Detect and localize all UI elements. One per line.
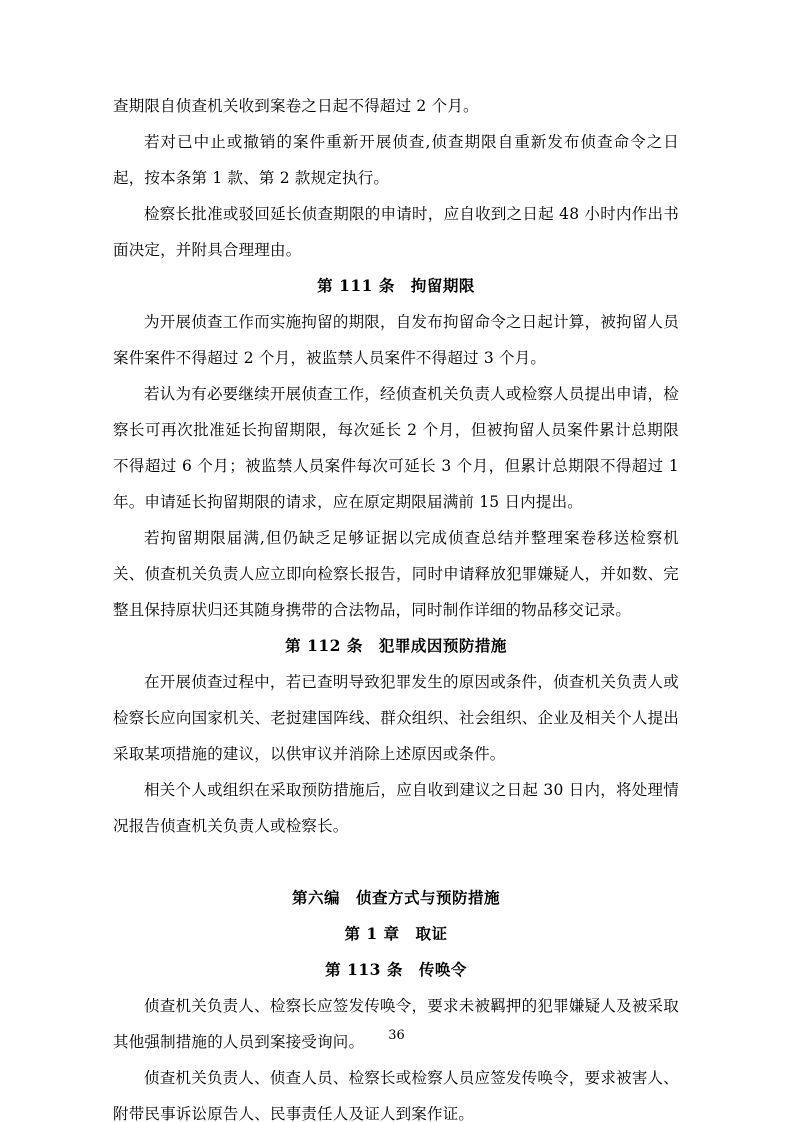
body-paragraph: 检察长批准或驳回延长侦查期限的申请时，应自收到之日起 48 小时内作出书面决定，并附具合理理由。 xyxy=(113,205,679,259)
section-spacer xyxy=(113,844,679,880)
body-paragraph: 为开展侦查工作而实施拘留的期限，自发布拘留命令之日起计算，被拘留人员案件案件不得超过 2 个月，被监禁人员案件不得超过 3 个月。 xyxy=(113,313,679,367)
body-paragraph: 若对已中止或撤销的案件重新开展侦查,侦查期限自重新发布侦查命令之日起，按本条第 1 款、第 2 款规定执行。 xyxy=(113,133,679,187)
part-heading: 第六编 侦查方式与预防措施 xyxy=(291,888,500,907)
section-heading: 第 1 章 取证 xyxy=(344,924,448,943)
body-paragraph: 在开展侦查过程中，若已查明导致犯罪发生的原因或条件，侦查机关负责人或检察长应向国家机关、老挝建国阵线、群众组织、社会组织、企业及相关个人提出采取某项措施的建议，以供审议并消除上述原因或条件。 xyxy=(113,673,679,763)
document-body xyxy=(113,88,679,1122)
body-paragraph: 若认为有必要继续开展侦查工作，经侦查机关负责人或检察人员提出申请，检察长可再次批准延长拘留期限，每次延长 2 个月，但被拘留人员案件累计总期限不得超过 6 个月；被监禁人员案件每次可延长 3 个月，但累计总期限不得超过 1 年。申请延长拘留期限的请求，应在原定期限届满前 15 日内提出。 xyxy=(113,385,679,511)
body-paragraph: 查期限自侦查机关收到案卷之日起不得超过 2 个月。 xyxy=(113,97,479,115)
page-number: 36 xyxy=(388,1028,405,1043)
body-paragraph: 相关个人或组织在采取预防措施后，应自收到建议之日起 30 日内，将处理情况报告侦查机关负责人或检察长。 xyxy=(113,781,679,835)
section-heading: 第 113 条 传唤令 xyxy=(325,960,467,979)
section-heading: 第 111 条 拘留期限 xyxy=(317,276,475,295)
body-paragraph: 侦查机关负责人、检察长应签发传唤令，要求未被羁押的犯罪嫌疑人及被采取其他强制措施的人员到案接受询问。 xyxy=(113,997,679,1051)
body-paragraph: 若拘留期限届满,但仍缺乏足够证据以完成侦查总结并整理案卷移送检察机关、侦查机关负责人应立即向检察长报告，同时申请释放犯罪嫌疑人，并如数、完整且保持原状归还其随身携带的合法物品，同时制作详细的物品移交记录。 xyxy=(113,529,679,619)
body-paragraph: 侦查机关负责人、侦查人员、检察长或检察人员应签发传唤令，要求被害人、附带民事诉讼原告人、民事责任人及证人到案作证。 xyxy=(113,1069,679,1122)
section-heading: 第 112 条 犯罪成因预防措施 xyxy=(285,636,507,655)
